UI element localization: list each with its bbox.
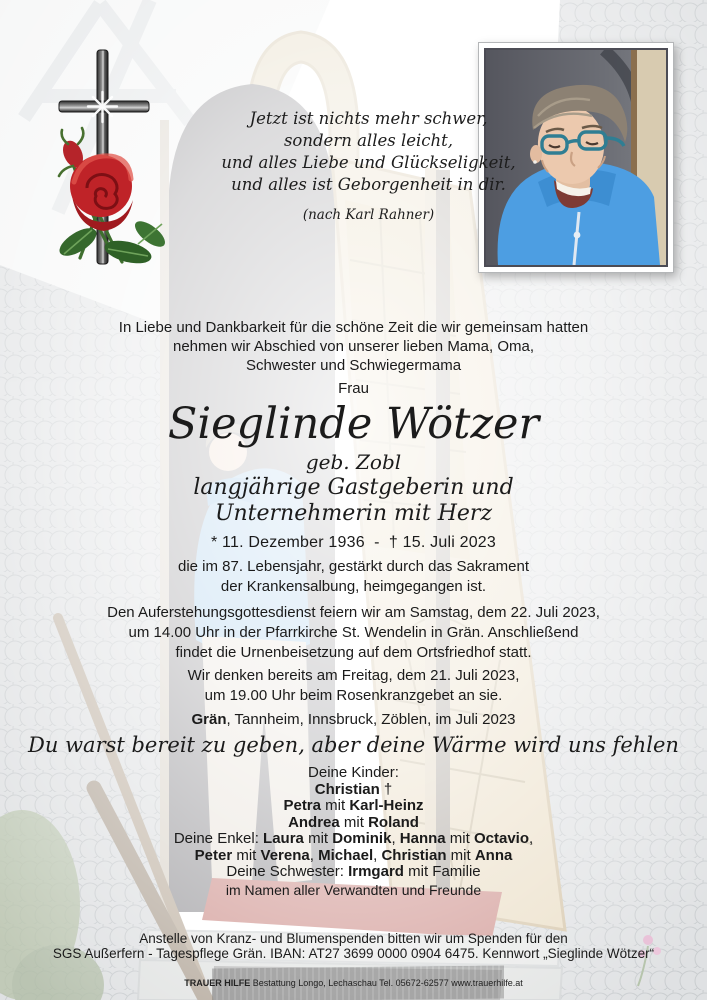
intro-text (0, 318, 707, 375)
funeral-home-footer (0, 978, 707, 989)
text-segment: Octavio (473, 830, 529, 847)
text-segment: Verena (260, 846, 310, 864)
text-segment: mit (339, 813, 369, 831)
text-segment: Irmgard (348, 863, 404, 880)
passing-line: die im 87. Lebensjahr, gestärkt durch das Sakrament (177, 558, 530, 575)
text-segment: mit (303, 830, 333, 847)
text-segment: mit (445, 830, 474, 847)
family-line (0, 782, 707, 799)
passing-text (0, 557, 707, 597)
text-segment: , (373, 846, 382, 864)
service-line: um 14.00 Uhr in der Pfarrkirche St. Wendelin in Grän. Anschließend (128, 624, 579, 641)
text-segment: Anna (474, 846, 513, 864)
quote-attribution: (nach Karl Rahner) (302, 207, 435, 223)
family-line (0, 848, 707, 865)
donation-text (0, 931, 707, 962)
subtitle (0, 475, 707, 527)
intro-line: Schwester und Schwiegermama (245, 357, 462, 374)
quote-line: und alles ist Geborgenheit in dir. (231, 175, 506, 194)
text-segment: mit (321, 797, 350, 814)
rosary-text (0, 666, 707, 706)
opening-quote (30, 108, 707, 226)
text-segment: Christian (314, 780, 380, 798)
text-segment: Christian (381, 846, 447, 864)
family-line (0, 831, 707, 848)
deceased-name: Sieglinde Wötzer (167, 399, 540, 449)
service-line: Den Auferstehungsgottesdienst feiern wir am Samstag, dem 22. Juli 2023, (107, 604, 600, 621)
cities-line (0, 710, 707, 730)
family-line (0, 864, 707, 881)
text-segment: Dominik (332, 830, 392, 847)
donation-line: Anstelle von Kranz- und Blumenspenden bitten wir um Spenden für den (139, 930, 568, 946)
text-segment: , (391, 830, 400, 847)
subtitle-line: Unternehmerin mit Herz (214, 501, 493, 526)
text-segment: TRAUER HILFE (184, 978, 251, 988)
text-segment: Bestattung Longo, Lechaschau Tel. 05672-62577 www.trauerhilfe.at (250, 978, 523, 988)
subtitle-line: langjährige Gastgeberin und (193, 475, 514, 500)
rosary-line: um 19.00 Uhr beim Rosenkranzgebet an sie. (204, 687, 503, 704)
text-segment: , Tannheim, Innsbruck, Zöblen, im Juli 2023 (226, 711, 516, 728)
birth-name: geb. Zobl (305, 450, 402, 474)
salutation: Frau (338, 380, 369, 397)
family-heading: Deine Kinder: (308, 764, 399, 781)
passing-line: der Krankensalbung, heimgegangen ist. (220, 578, 487, 595)
family-closing: im Namen aller Verwandten und Freunde (225, 881, 482, 898)
donation-line: SGS Außerfern - Tagespflege Grän. IBAN: AT27 3699 0000 0904 6475. Kennwort „Sieglinde Wötzer“ (52, 946, 655, 961)
text-segment: Karl-Heinz (349, 797, 424, 814)
intro-line: In Liebe und Dankbarkeit für die schöne Zeit die wir gemeinsam hatten (118, 319, 589, 336)
text-segment: , (529, 830, 534, 847)
quote-line: sondern alles leicht, (283, 131, 454, 150)
text-segment: Deine Enkel: (173, 830, 264, 847)
family-list (0, 765, 707, 899)
text-segment: mit Familie (403, 863, 481, 880)
quote-line: Jetzt ist nichts mehr schwer, (249, 109, 488, 128)
text-segment: Michael (318, 846, 374, 864)
intro-line: nehmen wir Abschied von unserer lieben Mama, Oma, (172, 338, 534, 355)
family-line (0, 815, 707, 832)
birth-death-dates: * 11. Dezember 1936 - † 15. Juli 2023 (210, 534, 496, 551)
text-segment: Roland (368, 813, 419, 831)
text-segment: Andrea (288, 813, 340, 831)
service-text (0, 603, 707, 663)
text-segment: mit (446, 846, 475, 864)
text-segment: † (379, 780, 393, 798)
farewell-line: Du warst bereit zu geben, aber deine Wärme wird uns fehlen (28, 733, 679, 757)
announcement (0, 318, 707, 962)
text-segment: Deine Schwester: (226, 863, 349, 880)
quote-line: und alles Liebe und Glückseligkeit, (221, 153, 516, 172)
text-segment: Peter (194, 846, 233, 864)
text-segment: Petra (283, 797, 321, 814)
text-segment: mit (232, 846, 261, 864)
text-segment: Laura (263, 830, 304, 847)
rosary-line: Wir denken bereits am Freitag, dem 21. Juli 2023, (187, 667, 520, 684)
family-line (0, 798, 707, 815)
text-segment: Hanna (399, 830, 446, 847)
text-segment: Grän (191, 711, 227, 728)
text-segment: , (309, 846, 319, 864)
service-line: findet die Urnenbeisetzung auf dem Ortsfriedhof statt. (175, 644, 532, 661)
